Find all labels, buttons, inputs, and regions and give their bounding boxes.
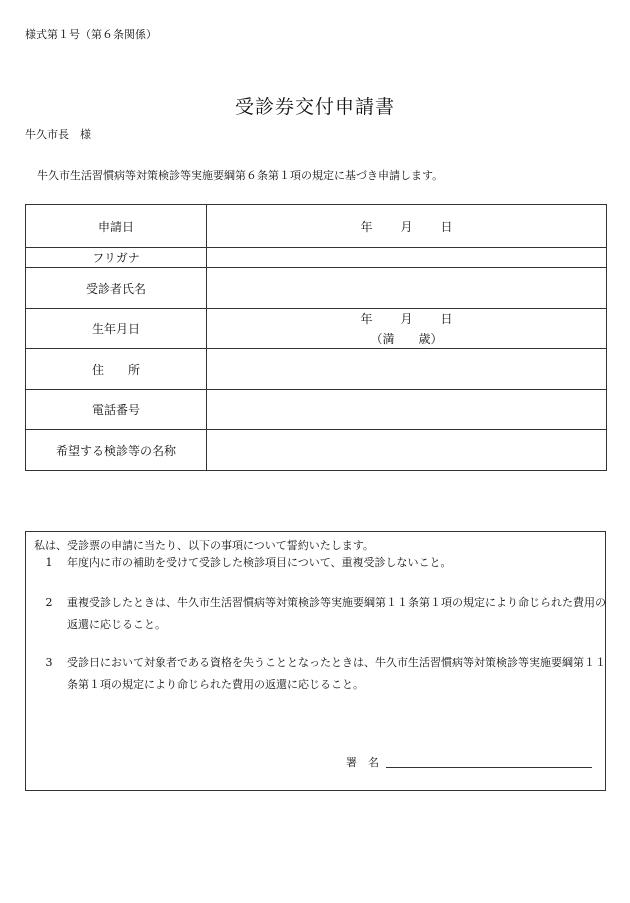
name-field[interactable] xyxy=(207,268,607,309)
signature-label: 署 名 xyxy=(346,756,379,769)
application-date-field[interactable] xyxy=(207,205,607,248)
page-title: 受診券交付申請書 xyxy=(234,96,395,118)
date-year: 年 xyxy=(360,219,373,234)
date-day: 日 xyxy=(440,219,453,234)
phone-field[interactable] xyxy=(207,390,607,430)
pledge-item-text: 重複受診したときは、牛久市生活習慣病等対策検診等実施要綱第１１条第１項の規定により命じられた費用の返還に応じること。 xyxy=(67,596,606,631)
pledge-item-number: 1 xyxy=(45,556,53,569)
birthdate-field[interactable] xyxy=(207,309,607,349)
row-name xyxy=(26,268,607,309)
application-date-label: 申請日 xyxy=(26,205,207,248)
addressee: 牛久市長 様 xyxy=(25,128,91,141)
age-close: 歳） xyxy=(418,332,443,346)
exam-label: 希望する検診等の名称 xyxy=(26,430,207,471)
name-label: 受診者氏名 xyxy=(26,268,207,309)
address-field[interactable] xyxy=(207,349,607,390)
pledge-box xyxy=(25,531,606,791)
pledge-item-text: 年度内に市の補助を受けて受診した検診項目について、重複受診しないこと。 xyxy=(67,556,452,569)
row-exam-name xyxy=(26,430,607,471)
birth-month: 月 xyxy=(400,312,413,326)
birthdate-label: 生年月日 xyxy=(26,309,207,349)
row-application-date xyxy=(26,205,607,248)
birth-day: 日 xyxy=(440,312,453,326)
pledge-intro: 私は、受診票の申請に当たり、以下の事項について誓約いたします。 xyxy=(34,539,374,552)
signature-line[interactable] xyxy=(386,767,592,768)
row-address xyxy=(26,349,607,390)
age-open: （満 xyxy=(370,332,395,346)
date-month: 月 xyxy=(400,219,413,234)
row-birthdate xyxy=(26,309,607,349)
intro-text: 牛久市生活習慣病等対策検診等実施要綱第６条第１項の規定に基づき申請します。 xyxy=(37,169,444,182)
birth-year: 年 xyxy=(360,312,373,326)
phone-label: 電話番号 xyxy=(26,390,207,430)
furigana-field[interactable] xyxy=(207,248,607,268)
exam-field[interactable] xyxy=(207,430,607,471)
furigana-label: フリガナ xyxy=(26,248,207,268)
address-label: 住 所 xyxy=(26,349,207,390)
pledge-item-text: 受診日において対象者である資格を失うこととなったときは、牛久市生活習慣病等対策検診等実施要綱第１１条第１項の規定により命じられた費用の返還に応じること。 xyxy=(67,656,606,691)
pledge-item-number: 3 xyxy=(45,656,53,669)
application-table xyxy=(25,204,607,471)
form-number: 様式第１号（第６条関係） xyxy=(25,28,157,41)
pledge-item-number: 2 xyxy=(45,596,53,609)
row-furigana xyxy=(26,248,607,268)
row-phone xyxy=(26,390,607,430)
